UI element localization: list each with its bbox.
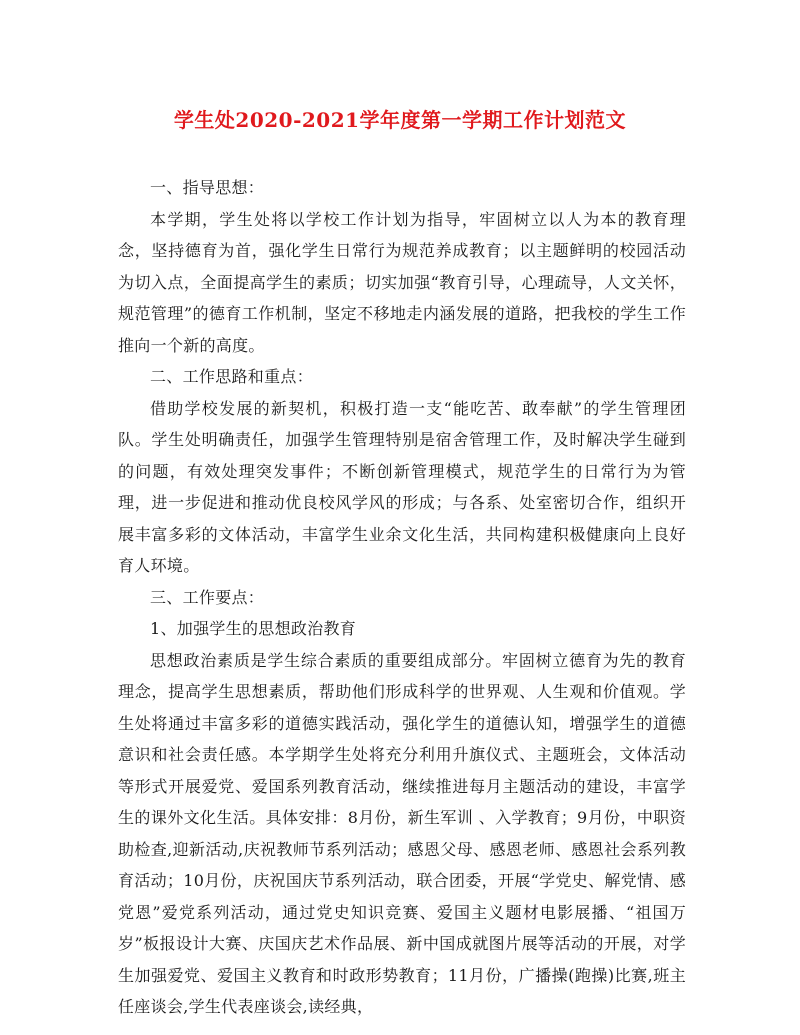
paragraph-guiding-thought: 本学期，学生处将以学校工作计划为指导，牢固树立以人为本的教育理念，坚持德育为首，强化学生日常行为规范养成教育；以主题鲜明的校园活动为切入点，全面提高学生的素质；切实加强“教育引导，心理疏导，人文关怀，规范管理”的德育工作机制，坚定不移地走内涵发展的道路，把我校的学生工作推向一个新的高度。 bbox=[118, 209, 686, 355]
document-body bbox=[118, 172, 686, 1023]
section-heading-guiding-thought: 一、指导思想： bbox=[150, 178, 265, 197]
paragraph-political-education: 思想政治素质是学生综合素质的重要组成部分。牢固树立德育为先的教育理念，提高学生思想素质，帮助他们形成科学的世界观、人生观和价值观。学生处将通过丰富多彩的道德实践活动，强化学生的道德认知，增强学生的道德意识和社会责任感。本学期学生处将充分利用升旗仪式、主题班会，文体活动等形式开展爱党、爱国系列教育活动，继续推进每月主题活动的建设，丰富学生的课外文化生活。具体安排：8月份，新生军训 、入学教育；9月份，中职资助检查,迎新活动,庆祝教师节系列活动；感恩父母、感恩老师、感恩社会系列教育活动；10月份，庆祝国庆节系列活动，联合团委，开展“学党史、解党情、感党恩”爱党系列活动，通过党史知识竞赛、爱国主义题材电影展播、“祖国万岁”板报设计大赛、庆国庆艺术作品展、新中国成就图片展等活动的开展，对学生加强爱党、爱国主义教育和时政形势教育；11月份，广播操(跑操)比赛,班主任座谈会,学生代表座谈会,读经典， bbox=[118, 650, 686, 1016]
subsection-heading-political-education: 1、加强学生的思想政治教育 bbox=[150, 619, 357, 638]
paragraph-work-focus: 借助学校发展的新契机，积极打造一支“能吃苦、敢奉献”的学生管理团队。学生处明确责任，加强学生管理特别是宿舍管理工作，及时解决学生碰到的问题，有效处理突发事件；不断创新管理模式，规范学生的日常行为为管理，进一步促进和推动优良校风学风的形成；与各系、处室密切合作，组织开展丰富多彩的文体活动，丰富学生业余文化生活，共同构建积极健康向上良好育人环境。 bbox=[118, 398, 686, 575]
section-heading-work-points: 三、工作要点： bbox=[150, 587, 265, 607]
section-heading-work-focus: 二、工作思路和重点： bbox=[150, 367, 314, 386]
document-title: 学生处2020-2021学年度第一学期工作计划范文 bbox=[173, 108, 627, 132]
